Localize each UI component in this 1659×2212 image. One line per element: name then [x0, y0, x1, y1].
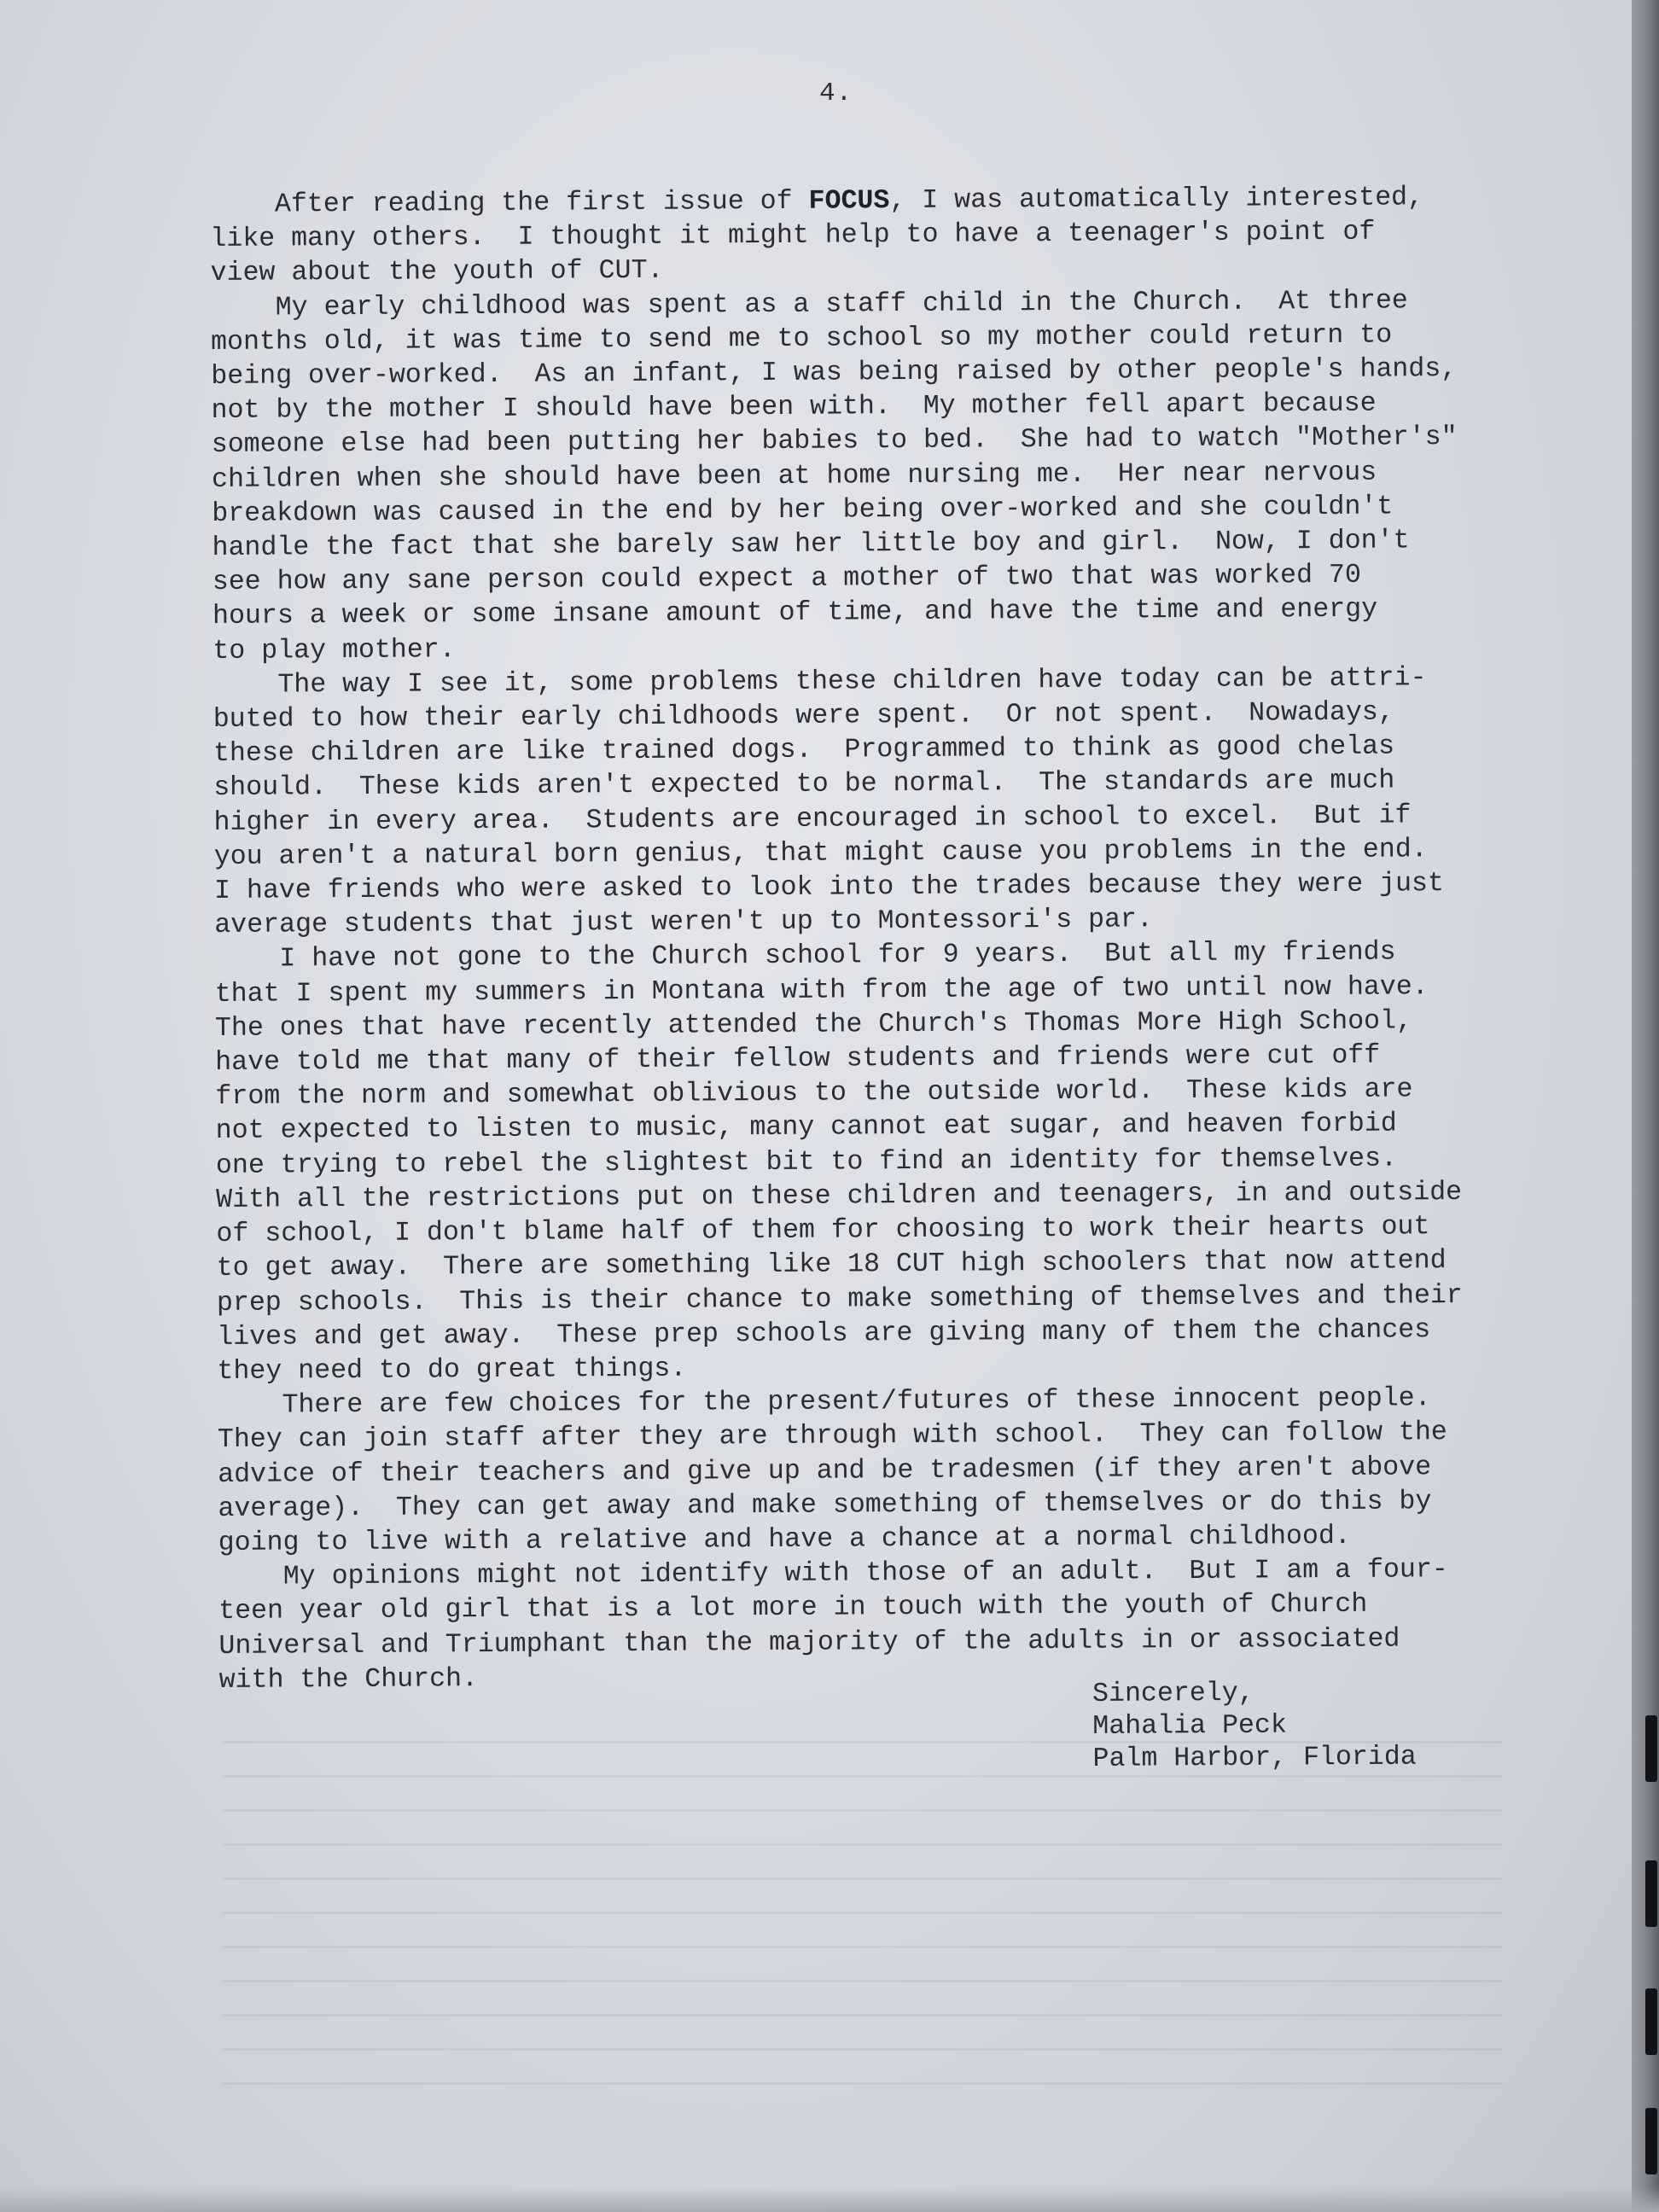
line-text: average students that just weren't up to Montessori's par.: [214, 905, 1154, 941]
line-text: someone else had been putting her babies to bed. She had to watch "Mother's": [211, 422, 1458, 461]
line-text: you aren't a natural born genius, that might cause you problems in the end.: [213, 835, 1428, 872]
line-text: My opinions might not identify with those of an adult. But I am a four-: [218, 1555, 1448, 1593]
page-number: 4.: [819, 79, 853, 108]
line-text: one trying to rebel the slightest bit to find an identity for themselves.: [215, 1144, 1398, 1181]
line-text: hours a week or some insane amount of time, and have the time and energy: [212, 595, 1378, 632]
line-text: higher in every area. Students are encouraged in school to excel. But if: [213, 800, 1412, 838]
line-text: like many others. I thought it might help to have a teenager's point of: [210, 217, 1376, 255]
line-text: handle the fact that she barely saw her little boy and girl. Now, I don't: [212, 526, 1410, 564]
spiral-binding-edge: [1632, 0, 1659, 2212]
line-text: Universal and Triumphant than the majority of the adults in or associated: [218, 1624, 1400, 1662]
line-text: to get away. There are something like 18 CUT high schoolers that now attend: [216, 1246, 1447, 1284]
signature-name: Mahalia Peck: [1092, 1710, 1287, 1742]
line-text: they need to do great things.: [217, 1353, 687, 1387]
line-text: from the norm and somewhat oblivious to the outside world. These kids are: [215, 1074, 1413, 1113]
newsletter-title: FOCUS: [808, 186, 890, 217]
signature-block: [1092, 1677, 1417, 1776]
line-text: that I spent my summers in Montana with from the age of two until now have.: [214, 971, 1429, 1010]
bottom-shadow: [0, 2186, 1659, 2212]
line-text: The way I see it, some problems these children have today can be attri-: [212, 663, 1427, 701]
line-text: these children are like trained dogs. Programmed to think as good chelas: [212, 731, 1395, 770]
letter-body: [210, 180, 1568, 1698]
bleed-through-text: [222, 1741, 1502, 2099]
line-text: , I was automatically interested,: [889, 183, 1424, 217]
line-text: average). They can get away and make something of themselves or do this by: [218, 1487, 1432, 1524]
line-text: not by the mother I should have been with. My mother fell apart because: [211, 388, 1377, 427]
line-text: being over-worked. As an infant, I was being raised by other people's hands,: [211, 354, 1458, 393]
line-text: buted to how their early childhoods were spent. Or not spent. Nowadays,: [212, 697, 1394, 736]
line-text: view about the youth of CUT.: [210, 256, 664, 289]
line-text: They can join staff after they are through with school. They can follow the: [217, 1417, 1447, 1456]
binding-hole: [1645, 1860, 1657, 1927]
line-text: advice of their teachers and give up and be tradesmen (if they aren't above: [218, 1452, 1432, 1490]
line-text: to play mother.: [212, 634, 456, 667]
line-text: There are few choices for the present/futures of these innocent people.: [217, 1383, 1431, 1422]
signature-closing: Sincerely,: [1092, 1678, 1254, 1709]
line-text: With all the restrictions put on these children and teenagers, in and outside: [216, 1177, 1463, 1215]
line-text: breakdown was caused in the end by her being over-worked and she couldn't: [212, 492, 1394, 529]
line-text: of school, I don't blame half of them for choosing to work their hearts out: [216, 1212, 1430, 1250]
line-text: After reading the first issue of: [210, 186, 809, 220]
line-text: see how any sane person could expect a mother of two that was worked 70: [212, 561, 1362, 598]
line-text: with the Church.: [218, 1663, 479, 1696]
binding-hole: [1645, 1715, 1657, 1782]
line-text: prep schools. This is their chance to make something of themselves and their: [216, 1280, 1463, 1318]
line-text: teen year old girl that is a lot more in touch with the youth of Church: [218, 1590, 1368, 1627]
line-text: have told me that many of their fellow students and friends were cut off: [215, 1040, 1381, 1079]
line-text: My early childhood was spent as a staff child in the Church. At three: [210, 286, 1408, 323]
line-text: children when she should have been at home nursing me. Her near nervous: [211, 457, 1377, 495]
binding-hole: [1645, 1988, 1657, 2055]
line-text: I have friends who were asked to look into the trades because they were just: [213, 869, 1445, 907]
line-text: going to live with a relative and have a chance at a normal childhood.: [218, 1521, 1351, 1558]
line-text: I have not gone to the Church school for 9 years. But all my friends: [214, 937, 1396, 975]
binding-hole: [1645, 2108, 1657, 2174]
line-text: lives and get away. These prep schools are giving many of them the chances: [217, 1314, 1431, 1353]
line-text: months old, it was time to send me to school so my mother could return to: [210, 320, 1393, 358]
line-text: not expected to listen to music, many cannot eat sugar, and heaven forbid: [215, 1109, 1397, 1147]
line-text: The ones that have recently attended the Church's Thomas More High School,: [214, 1006, 1413, 1044]
line-text: should. These kids aren't expected to be normal. The standards are much: [213, 765, 1395, 804]
signature-location: Palm Harbor, Florida: [1092, 1742, 1417, 1774]
